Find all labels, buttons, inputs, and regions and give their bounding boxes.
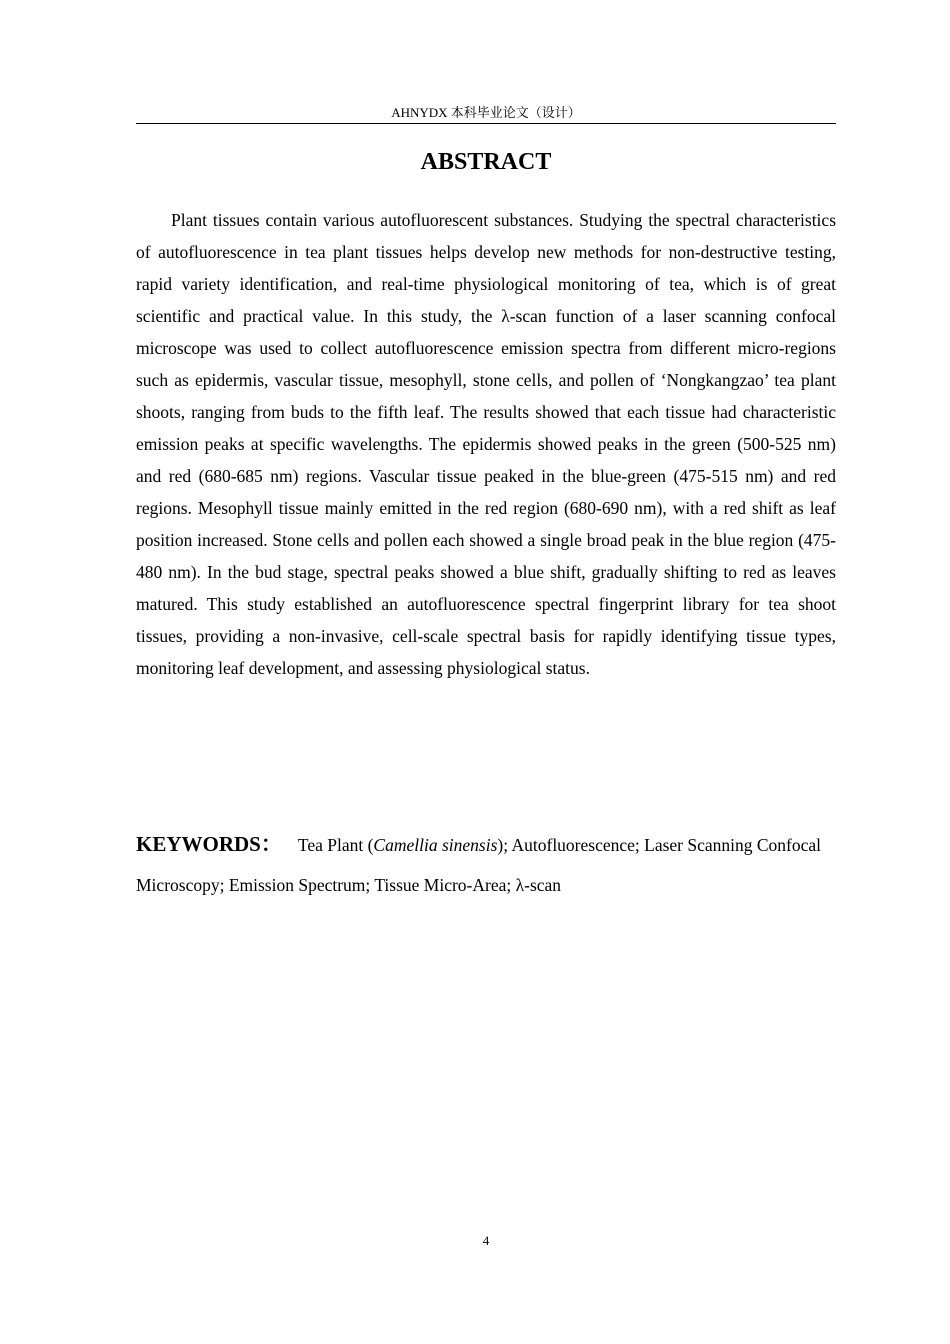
page-number: 4	[482, 1233, 490, 1248]
abstract-body: Plant tissues contain various autofluorescent substances. Studying the spectral characteristics of autofluorescence in tea plant tissues helps develop new methods for non-destructive testing, rapid variety identification, and real-time physiological monitoring of tea, which is of great scientific and practical value. In this study, the λ-scan function of a laser scanning confocal microscope was used to collect autofluorescence emission spectra from different micro-regions such as epidermis, vascular tissue, mesophyll, stone cells, and pollen of ‘Nongkangzao’ tea plant shoots, ranging from buds to the fifth leaf. The results showed that each tissue had characteristic emission peaks at specific wavelengths. The epidermis showed peaks in the green (500-525 nm) and red (680-685 nm) regions. Vascular tissue peaked in the blue-green (475-515 nm) and red regions. Mesophyll tissue mainly emitted in the red region (680-690 nm), with a red shift as leaf position increased. Stone cells and pollen each showed a single broad peak in the blue region (475-480 nm). In the bud stage, spectral peaks showed a blue shift, gradually shifting to red as leaves matured. This study established an autofluorescence spectral fingerprint library for tea shoot tissues, providing a non-invasive, cell-scale spectral basis for rapidly identifying tissue types, monitoring leaf development, and assessing physiological status.	[136, 210, 836, 678]
running-header: AHNYDX 本科毕业论文（设计）	[391, 105, 581, 120]
keyword-rest: ); Autofluorescence; Laser Scanning Confocal Microscopy; Emission Spectrum; Tissue Micro-Area; λ-scan	[136, 835, 822, 895]
keyword-prefix: Tea Plant (	[297, 835, 374, 855]
abstract-title: ABSTRACT	[420, 149, 552, 175]
keywords-label: KEYWORDS：	[136, 832, 282, 856]
keyword-species: Camellia sinensis	[373, 835, 498, 855]
header-rule	[136, 123, 836, 124]
keywords-paragraph	[136, 824, 836, 905]
